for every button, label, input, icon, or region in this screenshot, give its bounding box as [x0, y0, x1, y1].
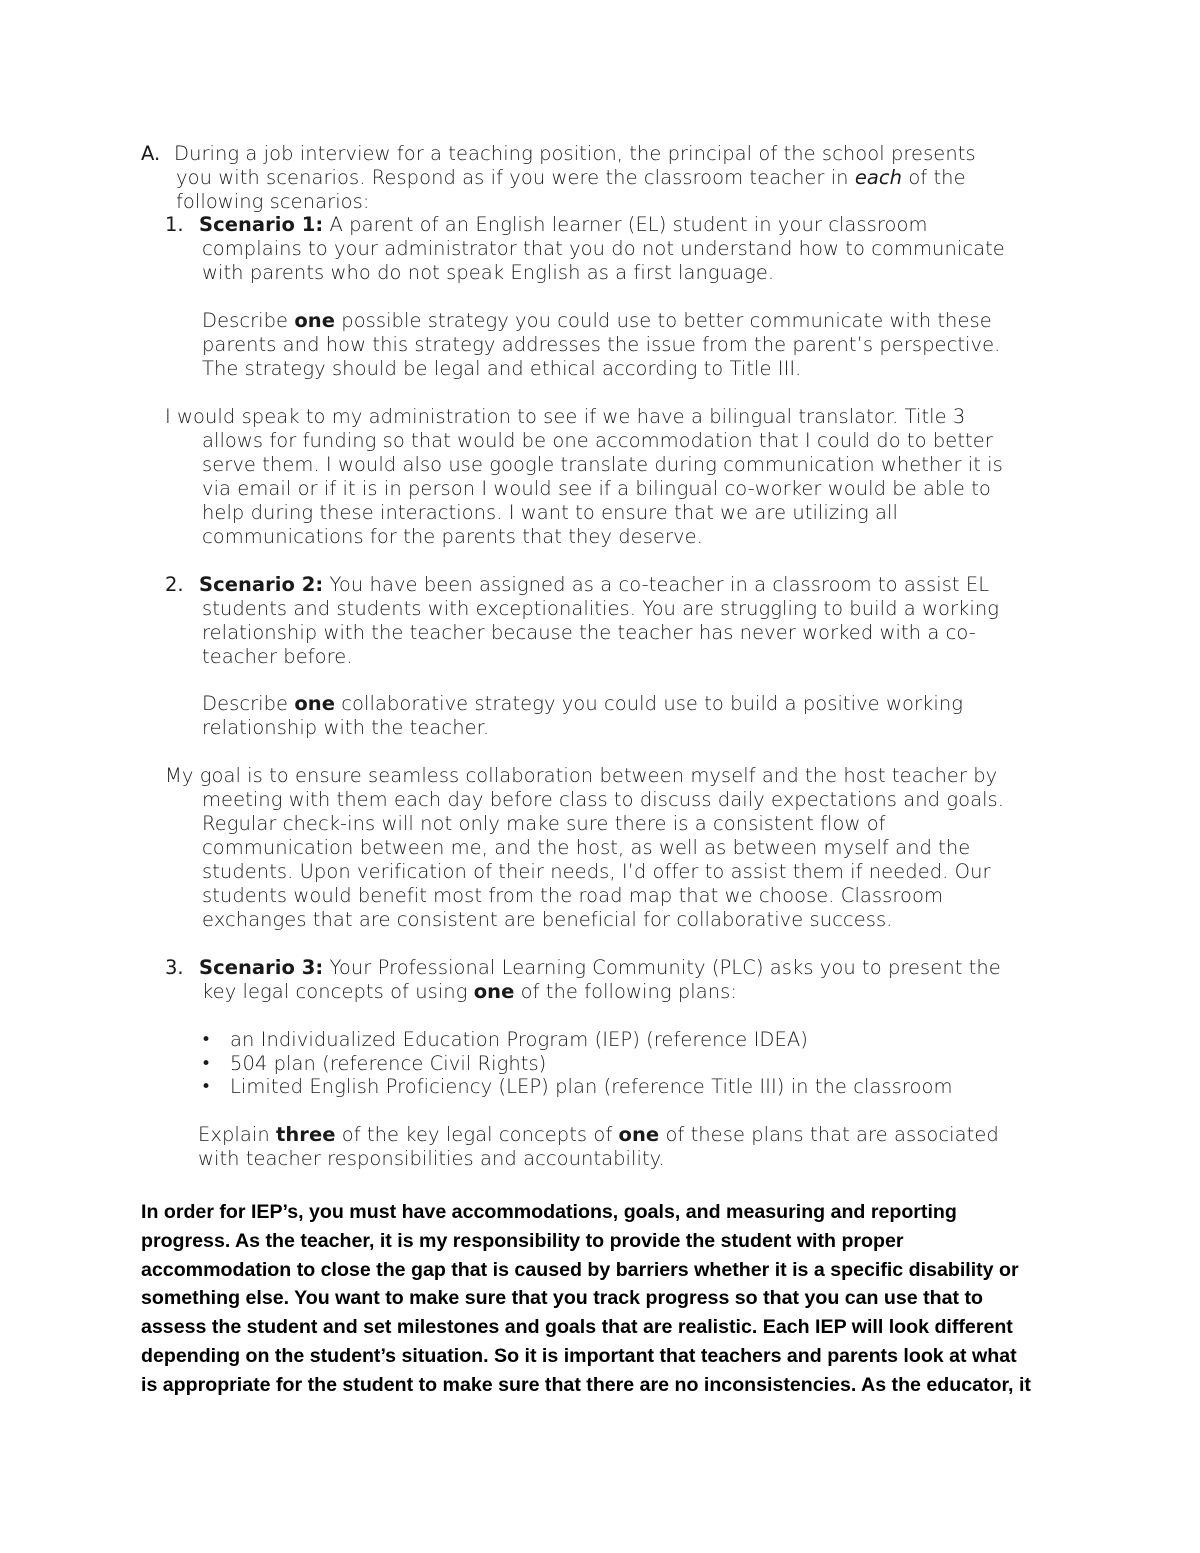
- scenario-1-line-3: with parents who do not speak English as a first language.: [202, 261, 775, 284]
- section-a-line-1: During a job interview for a teaching position, the principal of the school presents: [174, 142, 976, 165]
- scenario-3-answer-line-2: progress. As the teacher, it is my responsibility to provide the student with proper: [141, 1229, 904, 1252]
- scenario-3-answer-line-4: something else. You want to make sure that you track progress so that you can use that to: [141, 1287, 983, 1310]
- scenario-2-answer-line-3: Regular check-ins will not only make sure there is a consistent flow of: [202, 812, 886, 835]
- scenario-1-marker: 1.: [165, 213, 184, 236]
- scenario-2-answer-line-6: students would benefit most from the road map that we choose. Classroom: [202, 884, 943, 907]
- scenario-2-answer-line-1: My goal is to ensure seamless collaboration between myself and the host teacher by: [165, 764, 998, 787]
- scenario-3-answer-line-3: accommodation to close the gap that is caused by barriers whether it is a specific disability or: [141, 1258, 1019, 1281]
- scenario-1-answer-line-3: serve them. I would also use google translate during communication whether it is: [202, 453, 1003, 476]
- scenario-2-line-3: relationship with the teacher because the teacher has never worked with a co-: [202, 621, 976, 644]
- scenario-1-line-2: complains to your administrator that you do not understand how to communicate: [202, 237, 1005, 260]
- section-a-marker: A.: [141, 142, 161, 165]
- scenario-3-explain-line-1: Explain three of the key legal concepts of one of these plans that are associated: [198, 1123, 999, 1146]
- section-a-line-3: following scenarios:: [176, 190, 370, 213]
- scenario-3-answer-line-5: assess the student and set milestones and goals that are realistic. Each IEP will look different: [141, 1316, 1013, 1339]
- scenario-3-answer-line-1: In order for IEP’s, you must have accommodations, goals, and measuring and reporting: [141, 1201, 957, 1223]
- scenario-3-marker: 3.: [165, 956, 184, 979]
- scenario-2-prompt-line-2: relationship with the teacher.: [202, 716, 490, 739]
- scenario-3-line-2: key legal concepts of using one of the following plans:: [202, 980, 737, 1003]
- scenario-3-answer: [141, 1198, 1061, 1400]
- scenario-3-label: Scenario 3:: [199, 956, 324, 979]
- scenario-1-prompt-line-1: Describe one possible strategy you could use to better communicate with these: [202, 309, 992, 332]
- scenario-1-answer-line-2: allows for funding so that would be one accommodation that I could do to better: [202, 429, 993, 452]
- plan-bullet-504: 504 plan (reference Civil Rights): [230, 1052, 547, 1075]
- scenario-3-answer-line-6: depending on the student’s situation. So it is important that teachers and parents look at what: [141, 1344, 1017, 1367]
- bullet-icon: •: [201, 1030, 212, 1050]
- scenario-1-line-1: Scenario 1: A parent of an English learner (EL) student in your classroom: [199, 213, 928, 236]
- section-a-line-2: you with scenarios. Respond as if you were the classroom teacher in each of the: [176, 166, 966, 189]
- scenario-2-line-1: Scenario 2: You have been assigned as a co-teacher in a classroom to assist EL: [199, 573, 990, 596]
- scenario-2-answer-line-7: exchanges that are consistent are beneficial for collaborative success.: [202, 908, 893, 931]
- scenario-2-answer-line-5: students. Upon verification of their needs, I’d offer to assist them if needed. Our: [202, 860, 991, 883]
- scenario-2-answer-line-4: communication between me, and the host, as well as between myself and the: [202, 836, 971, 859]
- scenario-2-answer-line-2: meeting with them each day before class to discuss daily expectations and goals.: [202, 788, 1004, 811]
- plan-bullet-iep: an Individualized Education Program (IEP) (reference IDEA): [230, 1028, 808, 1051]
- scenario-1-answer-line-4: via email or if it is in person I would see if a bilingual co-worker would be able to: [202, 477, 991, 500]
- scenario-1-prompt-line-3: The strategy should be legal and ethical according to Title III.: [202, 357, 802, 380]
- scenario-3-explain-line-2: with teacher responsibilities and accountability.: [198, 1147, 665, 1170]
- scenario-1-label: Scenario 1:: [199, 213, 324, 236]
- plan-bullet-lep: Limited English Proficiency (LEP) plan (reference Title III) in the classroom: [230, 1075, 953, 1098]
- scenario-1-answer-line-6: communications for the parents that they deserve.: [202, 525, 703, 548]
- scenario-2-prompt-line-1: Describe one collaborative strategy you could use to build a positive working: [202, 692, 963, 715]
- scenario-1-answer-line-1: I would speak to my administration to see if we have a bilingual translator. Title 3: [165, 405, 966, 428]
- scenario-1-prompt-line-2: parents and how this strategy addresses the issue from the parent’s perspective.: [202, 333, 1001, 356]
- scenario-2-label: Scenario 2:: [199, 573, 324, 596]
- bullet-icon: •: [201, 1054, 212, 1074]
- scenario-3-answer-line-7: is appropriate for the student to make sure that there are no inconsistencies. As the educator, it: [141, 1373, 1031, 1396]
- scenario-2-line-2: students and students with exceptionalities. You are struggling to build a working: [202, 597, 1000, 620]
- scenario-2-marker: 2.: [165, 573, 184, 596]
- bullet-icon: •: [201, 1077, 212, 1097]
- scenario-1-answer-line-5: help during these interactions. I want to ensure that we are utilizing all: [202, 501, 898, 524]
- scenario-2-line-4: teacher before.: [202, 645, 353, 668]
- scenario-3-line-1: Scenario 3: Your Professional Learning Community (PLC) asks you to present the: [199, 956, 1001, 979]
- emphasis-each: each: [854, 166, 903, 189]
